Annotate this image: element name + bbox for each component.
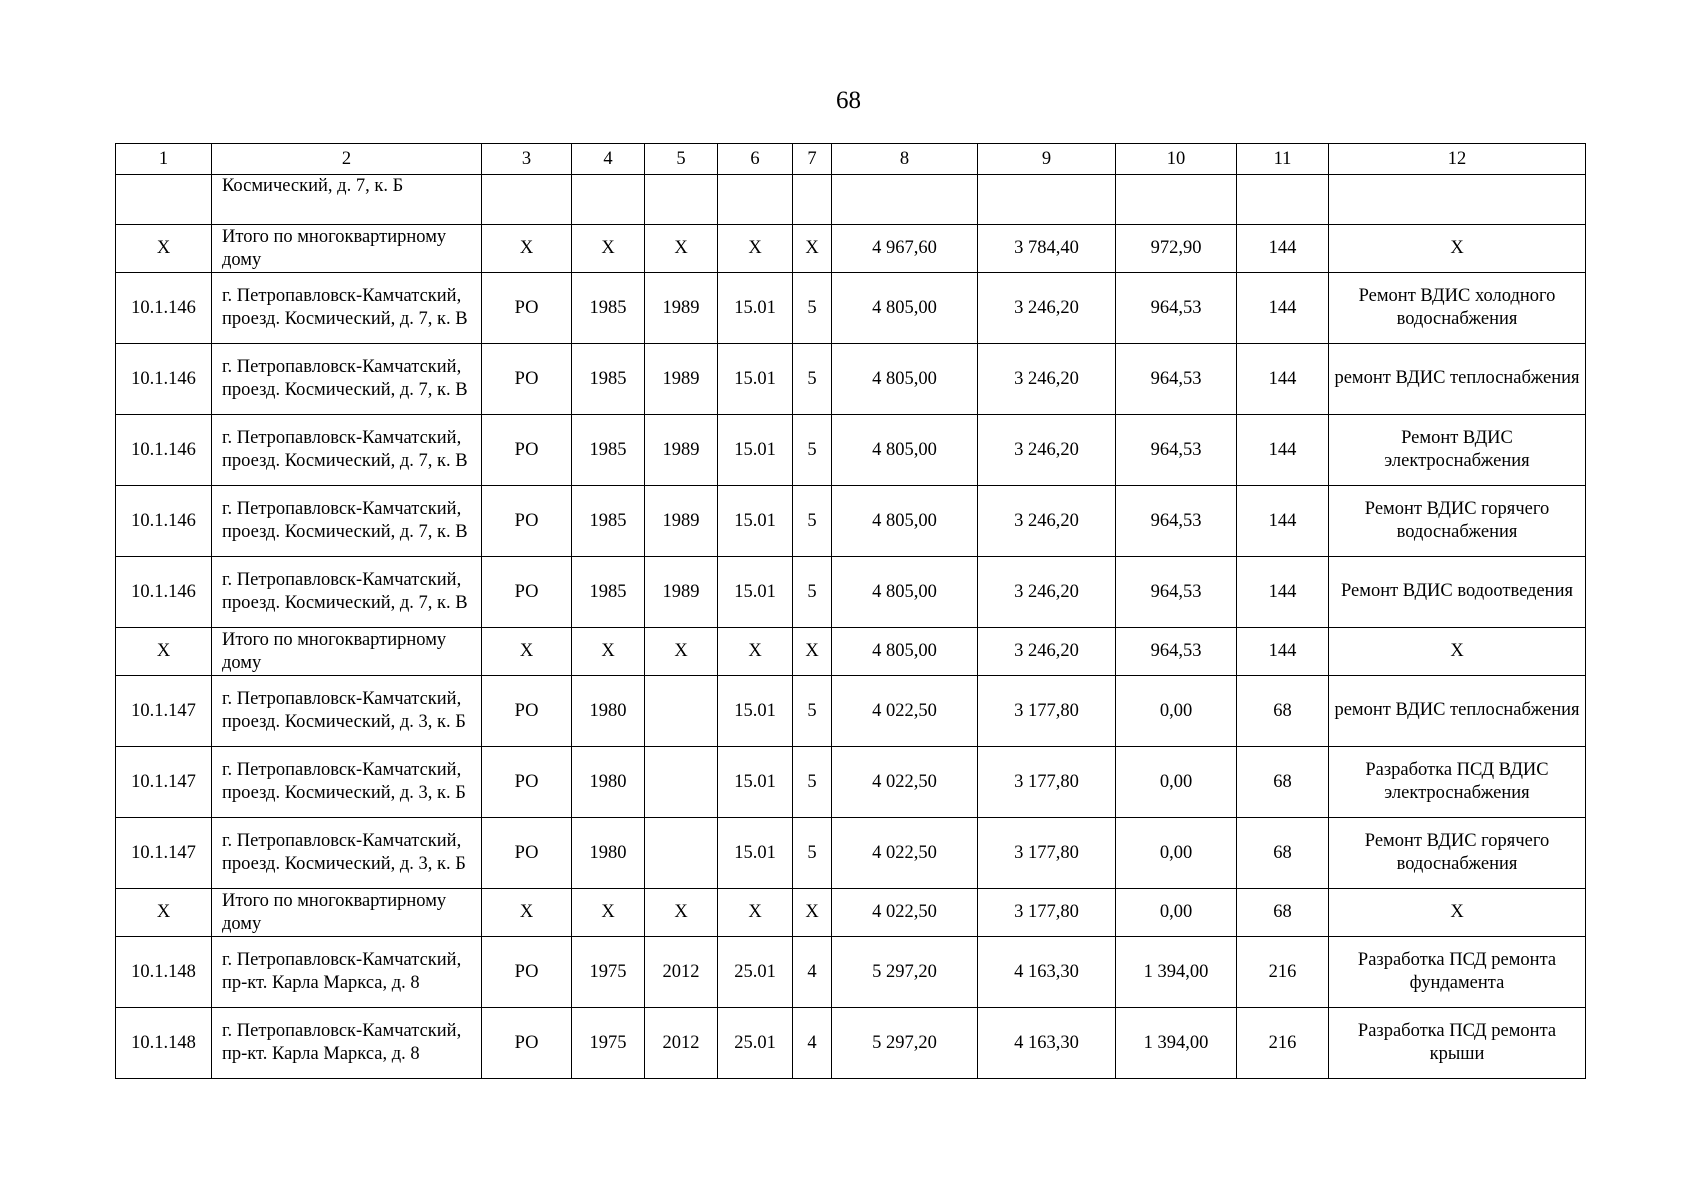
cell-nonliving-area: 964,53 xyxy=(1116,273,1237,344)
cell-residents: 144 xyxy=(1237,415,1329,486)
table-row xyxy=(116,1008,1586,1079)
cell-year-renovated xyxy=(645,747,718,818)
cell-residents xyxy=(1237,175,1329,225)
cell-number: X xyxy=(116,628,212,676)
cell-living-area: 3 246,20 xyxy=(978,557,1116,628)
cell-year-renovated: 1989 xyxy=(645,415,718,486)
cell-work-type: Ремонт ВДИС горячего водоснабжения xyxy=(1329,818,1586,889)
cell-address: г. Петропавловск-Камчатский, проезд. Космический, д. 7, к. В xyxy=(212,415,482,486)
cell-floors: 4 xyxy=(793,937,832,1008)
cell-residents: 68 xyxy=(1237,889,1329,937)
cell-type: X xyxy=(718,628,793,676)
cell-total-area: 4 805,00 xyxy=(832,415,978,486)
cell-nonliving-area: 0,00 xyxy=(1116,676,1237,747)
cell-work-type xyxy=(1329,175,1586,225)
cell-year-renovated xyxy=(645,175,718,225)
cell-floors: 5 xyxy=(793,273,832,344)
cell-type: 25.01 xyxy=(718,937,793,1008)
cell-address: г. Петропавловск-Камчатский, проезд. Космический, д. 7, к. В xyxy=(212,273,482,344)
cell-code: X xyxy=(482,225,572,273)
cell-nonliving-area: 964,53 xyxy=(1116,415,1237,486)
table-row xyxy=(116,344,1586,415)
cell-total-area: 4 022,50 xyxy=(832,889,978,937)
cell-year-built xyxy=(572,175,645,225)
cell-residents: 144 xyxy=(1237,344,1329,415)
table-row xyxy=(116,415,1586,486)
cell-year-renovated: 2012 xyxy=(645,937,718,1008)
column-number: 7 xyxy=(793,144,832,175)
cell-year-renovated xyxy=(645,818,718,889)
column-number: 11 xyxy=(1237,144,1329,175)
cell-code: РО xyxy=(482,415,572,486)
cell-work-type: X xyxy=(1329,225,1586,273)
cell-nonliving-area xyxy=(1116,175,1237,225)
cell-living-area: 3 784,40 xyxy=(978,225,1116,273)
cell-floors: X xyxy=(793,628,832,676)
cell-work-type: ремонт ВДИС теплоснабжения xyxy=(1329,676,1586,747)
cell-floors: 5 xyxy=(793,557,832,628)
cell-living-area: 3 246,20 xyxy=(978,415,1116,486)
cell-total-area: 4 805,00 xyxy=(832,486,978,557)
table-body xyxy=(116,144,1586,1079)
cell-type xyxy=(718,175,793,225)
cell-residents: 68 xyxy=(1237,747,1329,818)
column-number: 5 xyxy=(645,144,718,175)
cell-total-area: 4 805,00 xyxy=(832,628,978,676)
cell-type: 15.01 xyxy=(718,818,793,889)
table-row xyxy=(116,937,1586,1008)
cell-living-area: 4 163,30 xyxy=(978,937,1116,1008)
cell-code: РО xyxy=(482,747,572,818)
cell-living-area: 3 246,20 xyxy=(978,628,1116,676)
column-number: 8 xyxy=(832,144,978,175)
cell-living-area: 3 177,80 xyxy=(978,818,1116,889)
cell-type: 15.01 xyxy=(718,747,793,818)
cell-address: Космический, д. 7, к. Б xyxy=(212,175,482,225)
cell-work-type: Разработка ПСД ВДИС электроснабжения xyxy=(1329,747,1586,818)
cell-year-built: 1980 xyxy=(572,818,645,889)
column-number: 3 xyxy=(482,144,572,175)
cell-address: г. Петропавловск-Камчатский, проезд. Космический, д. 3, к. Б xyxy=(212,747,482,818)
cell-work-type: Разработка ПСД ремонта крыши xyxy=(1329,1008,1586,1079)
cell-year-built: X xyxy=(572,889,645,937)
cell-floors: 5 xyxy=(793,344,832,415)
cell-floors: 5 xyxy=(793,676,832,747)
cell-residents: 216 xyxy=(1237,1008,1329,1079)
cell-type: 15.01 xyxy=(718,273,793,344)
table-row xyxy=(116,557,1586,628)
cell-work-type: X xyxy=(1329,889,1586,937)
column-number: 12 xyxy=(1329,144,1586,175)
total-row xyxy=(116,889,1586,937)
cell-type: 15.01 xyxy=(718,415,793,486)
cell-residents: 144 xyxy=(1237,557,1329,628)
cell-living-area: 3 177,80 xyxy=(978,747,1116,818)
cell-year-renovated: X xyxy=(645,889,718,937)
table-row xyxy=(116,676,1586,747)
cell-code: РО xyxy=(482,344,572,415)
cell-work-type: X xyxy=(1329,628,1586,676)
cell-year-renovated: 1989 xyxy=(645,486,718,557)
cell-address: Итого по многоквартирному дому xyxy=(212,628,482,676)
cell-address: г. Петропавловск-Камчатский, пр-кт. Карла Маркса, д. 8 xyxy=(212,937,482,1008)
cell-address: Итого по многоквартирному дому xyxy=(212,889,482,937)
cell-total-area: 4 805,00 xyxy=(832,344,978,415)
cell-year-built: 1985 xyxy=(572,557,645,628)
cell-nonliving-area: 1 394,00 xyxy=(1116,1008,1237,1079)
cell-number: X xyxy=(116,225,212,273)
cell-residents: 144 xyxy=(1237,273,1329,344)
cell-year-renovated: 1989 xyxy=(645,557,718,628)
cell-total-area: 4 022,50 xyxy=(832,818,978,889)
cell-address: г. Петропавловск-Камчатский, проезд. Космический, д. 7, к. В xyxy=(212,557,482,628)
cell-number: 10.1.147 xyxy=(116,818,212,889)
cell-living-area: 3 177,80 xyxy=(978,676,1116,747)
cell-nonliving-area: 964,53 xyxy=(1116,628,1237,676)
cell-type: 15.01 xyxy=(718,486,793,557)
continued-row xyxy=(116,175,1586,225)
cell-total-area: 4 022,50 xyxy=(832,676,978,747)
column-number: 9 xyxy=(978,144,1116,175)
cell-work-type: Ремонт ВДИС водоотведения xyxy=(1329,557,1586,628)
column-number: 6 xyxy=(718,144,793,175)
cell-work-type: Ремонт ВДИС электроснабжения xyxy=(1329,415,1586,486)
table-row xyxy=(116,747,1586,818)
cell-floors: 5 xyxy=(793,415,832,486)
cell-living-area: 3 246,20 xyxy=(978,344,1116,415)
cell-living-area: 3 177,80 xyxy=(978,889,1116,937)
cell-number: 10.1.146 xyxy=(116,273,212,344)
cell-floors: 4 xyxy=(793,1008,832,1079)
cell-number: 10.1.147 xyxy=(116,676,212,747)
cell-type: 15.01 xyxy=(718,344,793,415)
cell-work-type: Ремонт ВДИС холодного водоснабжения xyxy=(1329,273,1586,344)
cell-floors: X xyxy=(793,225,832,273)
cell-year-built: 1985 xyxy=(572,486,645,557)
cell-residents: 144 xyxy=(1237,628,1329,676)
cell-living-area xyxy=(978,175,1116,225)
cell-work-type: ремонт ВДИС теплоснабжения xyxy=(1329,344,1586,415)
cell-year-renovated: X xyxy=(645,225,718,273)
cell-code xyxy=(482,175,572,225)
cell-total-area xyxy=(832,175,978,225)
table-row xyxy=(116,273,1586,344)
table-row xyxy=(116,486,1586,557)
cell-code: РО xyxy=(482,273,572,344)
total-row xyxy=(116,628,1586,676)
cell-year-built: 1975 xyxy=(572,1008,645,1079)
cell-year-built: 1975 xyxy=(572,937,645,1008)
cell-code: РО xyxy=(482,486,572,557)
cell-total-area: 4 967,60 xyxy=(832,225,978,273)
cell-number: 10.1.148 xyxy=(116,937,212,1008)
cell-total-area: 4 805,00 xyxy=(832,273,978,344)
cell-total-area: 5 297,20 xyxy=(832,1008,978,1079)
cell-code: РО xyxy=(482,818,572,889)
cell-number: 10.1.146 xyxy=(116,344,212,415)
cell-code: X xyxy=(482,628,572,676)
cell-nonliving-area: 972,90 xyxy=(1116,225,1237,273)
cell-code: РО xyxy=(482,937,572,1008)
cell-address: г. Петропавловск-Камчатский, проезд. Космический, д. 7, к. В xyxy=(212,486,482,557)
cell-residents: 144 xyxy=(1237,486,1329,557)
cell-floors xyxy=(793,175,832,225)
column-number: 2 xyxy=(212,144,482,175)
cell-number: X xyxy=(116,889,212,937)
cell-number: 10.1.146 xyxy=(116,557,212,628)
cell-type: X xyxy=(718,889,793,937)
column-number: 10 xyxy=(1116,144,1237,175)
cell-residents: 68 xyxy=(1237,676,1329,747)
cell-residents: 144 xyxy=(1237,225,1329,273)
cell-year-built: 1985 xyxy=(572,344,645,415)
cell-year-built: 1980 xyxy=(572,676,645,747)
cell-code: РО xyxy=(482,676,572,747)
cell-type: X xyxy=(718,225,793,273)
column-number: 1 xyxy=(116,144,212,175)
cell-nonliving-area: 1 394,00 xyxy=(1116,937,1237,1008)
cell-address: г. Петропавловск-Камчатский, проезд. Космический, д. 3, к. Б xyxy=(212,818,482,889)
cell-work-type: Разработка ПСД ремонта фундамента xyxy=(1329,937,1586,1008)
cell-year-built: X xyxy=(572,628,645,676)
cell-code: РО xyxy=(482,557,572,628)
cell-nonliving-area: 0,00 xyxy=(1116,747,1237,818)
cell-nonliving-area: 0,00 xyxy=(1116,889,1237,937)
cell-year-renovated xyxy=(645,676,718,747)
cell-floors: X xyxy=(793,889,832,937)
cell-nonliving-area: 964,53 xyxy=(1116,557,1237,628)
cell-year-renovated: 1989 xyxy=(645,344,718,415)
cell-number: 10.1.148 xyxy=(116,1008,212,1079)
cell-number: 10.1.146 xyxy=(116,415,212,486)
total-row xyxy=(116,225,1586,273)
cell-number: 10.1.147 xyxy=(116,747,212,818)
cell-address: г. Петропавловск-Камчатский, пр-кт. Карла Маркса, д. 8 xyxy=(212,1008,482,1079)
cell-floors: 5 xyxy=(793,486,832,557)
register-table xyxy=(115,143,1586,1079)
cell-address: Итого по многоквартирному дому xyxy=(212,225,482,273)
cell-year-renovated: 1989 xyxy=(645,273,718,344)
column-number-row xyxy=(116,144,1586,175)
cell-living-area: 3 246,20 xyxy=(978,486,1116,557)
table-row xyxy=(116,818,1586,889)
cell-year-renovated: 2012 xyxy=(645,1008,718,1079)
column-number: 4 xyxy=(572,144,645,175)
cell-address: г. Петропавловск-Камчатский, проезд. Космический, д. 3, к. Б xyxy=(212,676,482,747)
cell-year-built: 1980 xyxy=(572,747,645,818)
cell-number: 10.1.146 xyxy=(116,486,212,557)
cell-total-area: 5 297,20 xyxy=(832,937,978,1008)
cell-floors: 5 xyxy=(793,818,832,889)
cell-type: 15.01 xyxy=(718,557,793,628)
cell-type: 15.01 xyxy=(718,676,793,747)
cell-work-type: Ремонт ВДИС горячего водоснабжения xyxy=(1329,486,1586,557)
cell-year-built: 1985 xyxy=(572,415,645,486)
cell-residents: 216 xyxy=(1237,937,1329,1008)
cell-year-built: 1985 xyxy=(572,273,645,344)
cell-code: X xyxy=(482,889,572,937)
page-number: 68 xyxy=(836,87,861,114)
cell-total-area: 4 022,50 xyxy=(832,747,978,818)
cell-total-area: 4 805,00 xyxy=(832,557,978,628)
cell-floors: 5 xyxy=(793,747,832,818)
cell-living-area: 3 246,20 xyxy=(978,273,1116,344)
cell-type: 25.01 xyxy=(718,1008,793,1079)
cell-living-area: 4 163,30 xyxy=(978,1008,1116,1079)
cell-number xyxy=(116,175,212,225)
cell-code: РО xyxy=(482,1008,572,1079)
cell-nonliving-area: 0,00 xyxy=(1116,818,1237,889)
cell-nonliving-area: 964,53 xyxy=(1116,486,1237,557)
cell-year-built: X xyxy=(572,225,645,273)
cell-year-renovated: X xyxy=(645,628,718,676)
cell-address: г. Петропавловск-Камчатский, проезд. Космический, д. 7, к. В xyxy=(212,344,482,415)
cell-nonliving-area: 964,53 xyxy=(1116,344,1237,415)
cell-residents: 68 xyxy=(1237,818,1329,889)
